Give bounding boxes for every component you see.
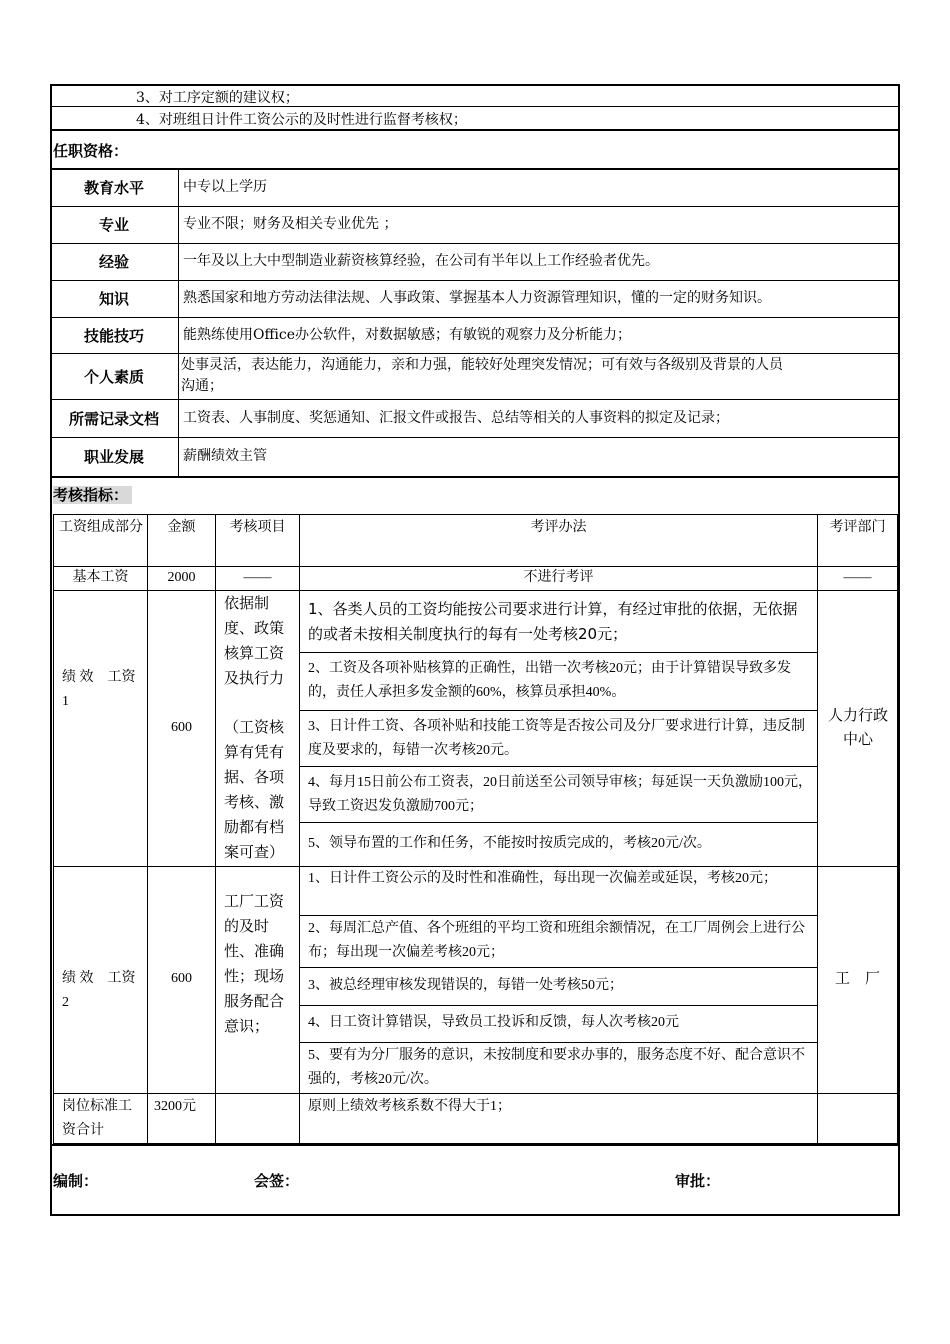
divider xyxy=(300,1005,817,1006)
countersign-label: 会签： xyxy=(254,1172,300,1190)
perf2-method-3: 3、被总经理审核发现错误的，每错一处考核50元； xyxy=(308,978,623,993)
header-component: 工资组成部分 xyxy=(59,520,143,535)
kpi-heading: 考核指标： xyxy=(53,486,132,504)
knowledge-label: 知识 xyxy=(98,290,129,308)
major-value: 专业不限；财务及相关专业优先 ； xyxy=(183,216,398,232)
major-label: 专业 xyxy=(98,216,129,234)
perf1-method-5: 5、领导布置的工作和任务，不能按时按质完成的，考核20元/次。 xyxy=(308,836,711,851)
basic-method: 不进行考评 xyxy=(523,570,594,585)
personal-quality-label: 个人素质 xyxy=(83,367,144,386)
personal-quality-value-line2: 沟通； xyxy=(181,378,223,394)
education-label: 教育水平 xyxy=(83,178,144,197)
perf1-method-2: 2、工资及各项补贴核算的正确性，出错一次考核20元；由于计算错误导致多发的，责任人承担多发金额的60%，核算员承担40%。 xyxy=(308,661,791,700)
skills-label: 技能技巧 xyxy=(83,326,144,345)
basic-dept: —— xyxy=(843,570,872,585)
education-value: 中专以上学历 xyxy=(183,179,267,195)
perf1-method-3: 3、日计件工资、各项补贴和技能工资等是否按公司及分厂要求进行计算，违反制度及要求的，每错一次考核20元。 xyxy=(308,719,805,758)
divider xyxy=(300,710,817,711)
perf1-dept: 人力行政中心 xyxy=(827,708,888,748)
personal-quality-value-line1: 处事灵活，表达能力，沟通能力，亲和力强，能较好处理突发情况；可有效与各级别及背景的人员 xyxy=(181,357,783,373)
divider xyxy=(53,590,897,591)
authority-item-4: 4、对班组日计件工资公示的及时性进行监督考核权； xyxy=(136,112,467,128)
perf2-component: 绩 效 工资2 xyxy=(62,971,136,1010)
total-method: 原则上绩效考核系数不得大于1； xyxy=(308,1099,511,1114)
divider xyxy=(50,129,900,131)
approved-by-label: 审批： xyxy=(675,1172,721,1190)
authority-item-3: 3、对工序定额的建议权； xyxy=(136,90,299,106)
perf2-method-1: 1、日计件工资公示的及时性和准确性，每出现一次偏差或延误，考核20元； xyxy=(308,871,777,886)
skills-value: 能熟练使用Office办公软件，对数据敏感；有敏锐的观察力及分析能力； xyxy=(183,327,632,343)
perf1-item-b: （工资核算有凭有据、各项考核、激励都有档案可查） xyxy=(224,720,285,861)
career-label: 职业发展 xyxy=(83,448,144,466)
divider xyxy=(50,106,900,107)
divider xyxy=(299,514,300,1144)
perf2-method-2: 2、每周汇总产值、各个班组的平均工资和班组余额情况，在工厂周例会上进行公布；每出现一次偏差考核20元； xyxy=(308,921,805,960)
divider xyxy=(817,514,818,1144)
perf1-method-4: 4、每月15日前公布工资表，20日前送至公司领导审核；每延误一天负激励100元，导致工资迟发负激励700元； xyxy=(308,775,812,814)
perf2-amount: 600 xyxy=(171,971,192,986)
divider xyxy=(50,476,900,478)
divider xyxy=(53,514,897,515)
perf2-item: 工厂工资的及时性、准确性；现场服务配合意识； xyxy=(224,894,285,1035)
divider xyxy=(53,514,54,1144)
divider xyxy=(300,967,817,968)
knowledge-value: 熟悉国家和地方劳动法律法规、人事政策、掌握基本人力资源管理知识，懂的一定的财务知识。 xyxy=(183,290,771,306)
divider xyxy=(300,766,817,767)
divider xyxy=(300,822,817,823)
divider xyxy=(897,514,898,1144)
total-amount: 3200元 xyxy=(154,1099,196,1114)
header-dept: 考评部门 xyxy=(829,520,886,535)
header-method: 考评办法 xyxy=(530,520,587,535)
perf1-method-1: 1、各类人员的工资均能按公司要求进行计算，有经过审批的依据，无依据的或者未按相关制度执行的每有一处考核20元； xyxy=(308,600,798,643)
perf2-method-5: 5、要有为分厂服务的意识，未按制度和要求办事的，服务态度不好、配合意识不强的，考核20元/次。 xyxy=(308,1048,805,1087)
basic-component: 基本工资 xyxy=(72,570,129,585)
divider xyxy=(300,915,817,916)
documents-label: 所需记录文档 xyxy=(68,409,159,428)
divider xyxy=(178,168,179,476)
experience-value: 一年及以上大中型制造业薪资核算经验，在公司有半年以上工作经验者优先。 xyxy=(183,253,659,269)
divider xyxy=(215,514,216,1144)
perf1-amount: 600 xyxy=(171,720,192,735)
basic-amount: 2000 xyxy=(167,570,196,585)
prepared-by-label: 编制： xyxy=(53,1172,99,1190)
qualifications-heading: 任职资格： xyxy=(53,142,129,160)
perf1-item-a: 依据制度、政策核算工资及执行力 xyxy=(224,596,285,687)
divider xyxy=(53,1093,897,1094)
header-item: 考核项目 xyxy=(229,520,286,535)
divider xyxy=(300,1042,817,1043)
divider xyxy=(147,514,148,1144)
documents-value: 工资表、人事制度、奖惩通知、汇报文件或报告、总结等相关的人事资料的拟定及记录； xyxy=(183,410,729,426)
total-component: 岗位标准工资合计 xyxy=(62,1099,132,1138)
divider xyxy=(300,652,817,653)
perf1-component: 绩 效 工资1 xyxy=(62,670,136,709)
basic-item: —— xyxy=(243,570,272,585)
perf2-dept: 工 厂 xyxy=(834,971,880,987)
divider xyxy=(50,1144,900,1146)
header-amount: 金额 xyxy=(167,520,196,535)
experience-label: 经验 xyxy=(98,253,129,271)
career-value: 薪酬绩效主管 xyxy=(183,448,267,464)
perf2-method-4: 4、日工资计算错误，导致员工投诉和反馈，每人次考核20元 xyxy=(308,1015,679,1030)
